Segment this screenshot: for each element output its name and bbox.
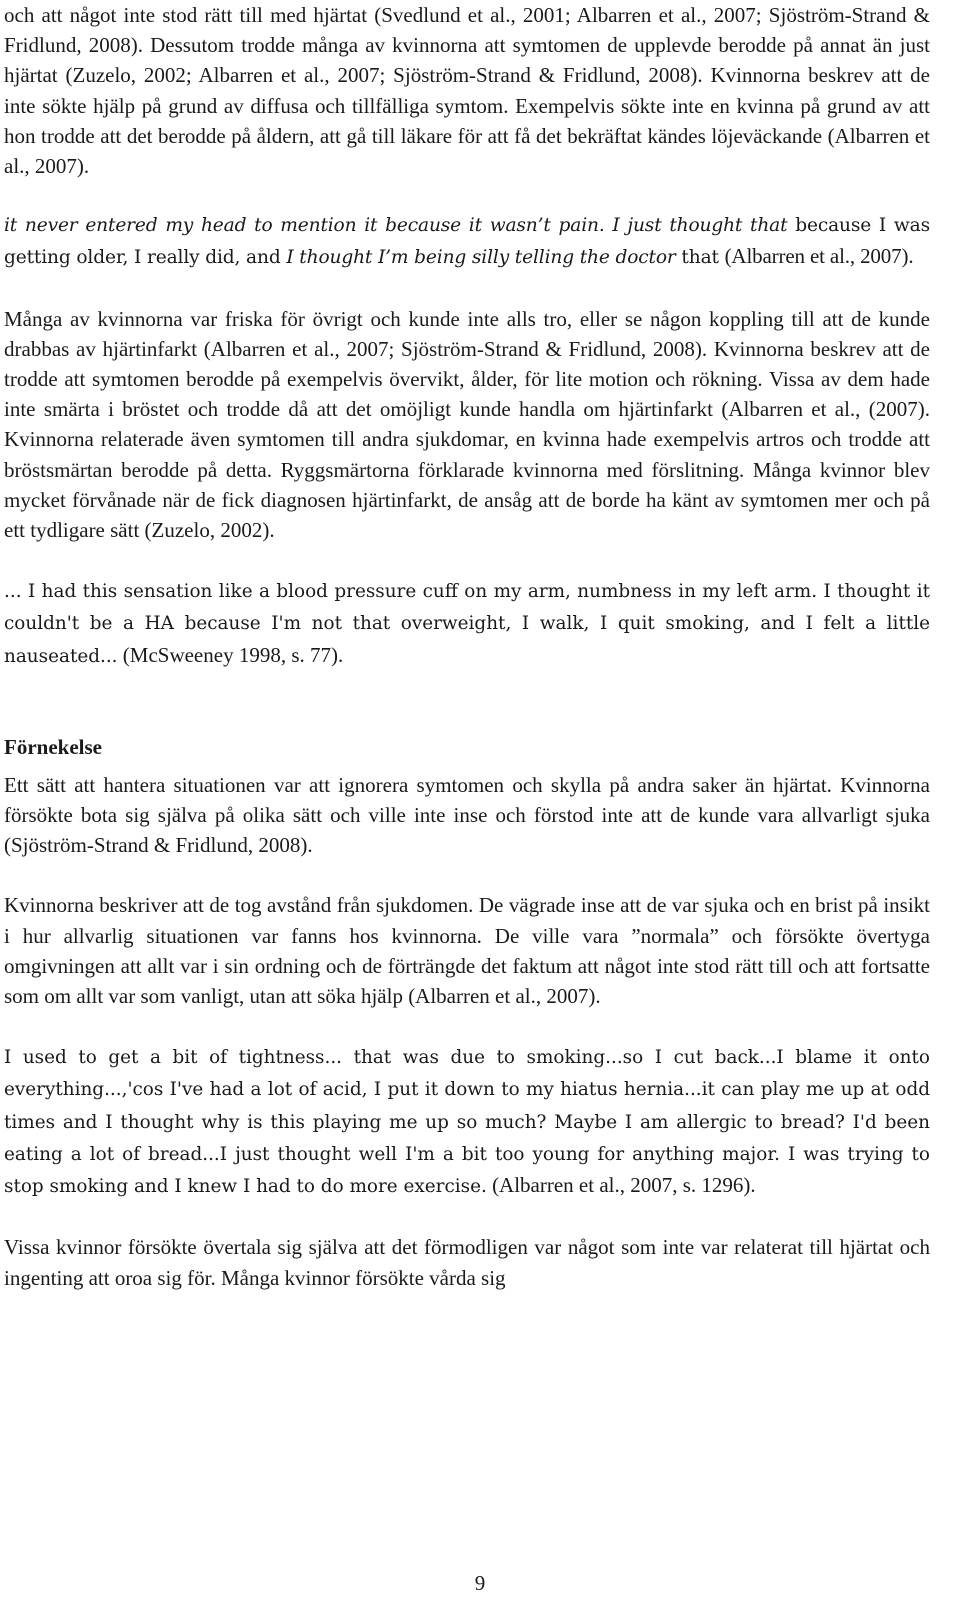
paragraph-1: och att något inte stod rätt till med hjärtat (Svedlund et al., 2001; Albarren et al., 2007; Sjöström-Strand & Fridlund, 2008). Dessutom trodde många av kvinnorna att symtomen de upplevde berodde på annat än just hjärtat (Zuzelo, 2002; Albarren et al., 2007; Sjöström-Strand & Fridlund, 2008). Kvinnorna beskrev att de inte sökte hjälp på grund av diffusa och tillfälliga symtom. Exempelvis sökte inte en kvinna på grund av att hon trodde att det berodde på åldern, att gå till läkare för att få det bekräftat kändes löjeväckande (Albarren et al., 2007). <box>4 3 930 179</box>
paragraph-8: Vissa kvinnor försökte övertala sig själva att det förmodligen var något som inte var relaterat till hjärtat och ingenting att oroa sig för. Många kvinnor försökte vårda sig <box>4 1235 930 1290</box>
quote-2-text: ... I had this sensation like a blood pressure cuff on my arm, numbness in my left arm. I thought it couldn't be a HA because I'm not that overweight, I walk, I quit smoking, and I felt a little nauseated... <box>4 581 930 667</box>
quote-3 <box>4 1041 930 1202</box>
document-page <box>4 0 930 1293</box>
quote-1-italic-c: I thought I’m being silly telling the doctor <box>286 247 676 269</box>
quote-2 <box>4 575 930 672</box>
quote-1-italic-a: it never entered my head to mention it because it wasn’t pain. I just thought that <box>4 215 788 237</box>
section-heading: Förnekelse <box>4 734 102 759</box>
quote-1-roman-d: that <box>675 247 725 269</box>
page-number: 9 <box>474 1571 486 1595</box>
quote-1-roman-b: because I was getting older, I really did, and <box>4 215 930 269</box>
quote-1-citation: (Albarren et al., 2007). <box>724 244 914 269</box>
quote-1 <box>4 211 930 273</box>
paragraph-5: Ett sätt att hantera situationen var att ignorera symtomen och skylla på andra saker än hjärtat. Kvinnorna försökte bota sig själva på olika sätt och ville inte inse och förstod inte att de kunde vara allvarligt sjuka (Sjöström-Strand & Fridlund, 2008). <box>4 772 930 858</box>
quote-3-text: I used to get a bit of tightness... that was due to smoking...so I cut back...I blame it onto everything...,'cos I've had a lot of acid, I put it down to my hiatus hernia...it can play me up at odd times and I thought why is this playing me up so much? Maybe I am allergic to bread? I'd been eating a lot of bread...I just thought well I'm a bit too young for anything major. I was trying to stop smoking and I knew I had to do more exercise. <box>4 1047 930 1198</box>
quote-2-citation: (McSweeney 1998, s. 77). <box>117 642 344 667</box>
paragraph-3: Många av kvinnorna var friska för övrigt och kunde inte alls tro, eller se någon koppling till att de kunde drabbas av hjärtinfarkt (Albarren et al., 2007; Sjöström-Strand & Fridlund, 2008). Kvinnorna beskrev att de trodde att symtomen berodde på exempelvis övervikt, ålder, för lite motion och rökning. Vissa av dem hade inte smärta i bröstet och trodde då att det omöjligt kunde handla om hjärtinfarkt (Albarren et al., (2007). Kvinnorna relaterade även symtomen till andra sjukdomar, en kvinna hade exempelvis artros och trodde att bröstsmärtan berodde på detta. Ryggsmärtorna förklarade kvinnorna med förslitning. Många kvinnor blev mycket förvånade när de fick diagnosen hjärtinfarkt, de ansåg att de borde ha känt av symtomen mer och på ett tydligare sätt (Zuzelo, 2002). <box>4 306 930 543</box>
paragraph-6: Kvinnorna beskriver att de tog avstånd från sjukdomen. De vägrade inse att de var sjuka och en brist på insikt i hur allvarlig situationen var fanns hos kvinnorna. De ville vara ”normala” och försökte övertyga omgivningen att allt var i sin ordning och de förträngde det faktum att något inte stod rätt till och att fortsatte som om allt var som vanligt, utan att söka hjälp (Albarren et al., 2007). <box>4 893 930 1009</box>
quote-3-citation: (Albarren et al., 2007, s. 1296). <box>492 1173 756 1198</box>
